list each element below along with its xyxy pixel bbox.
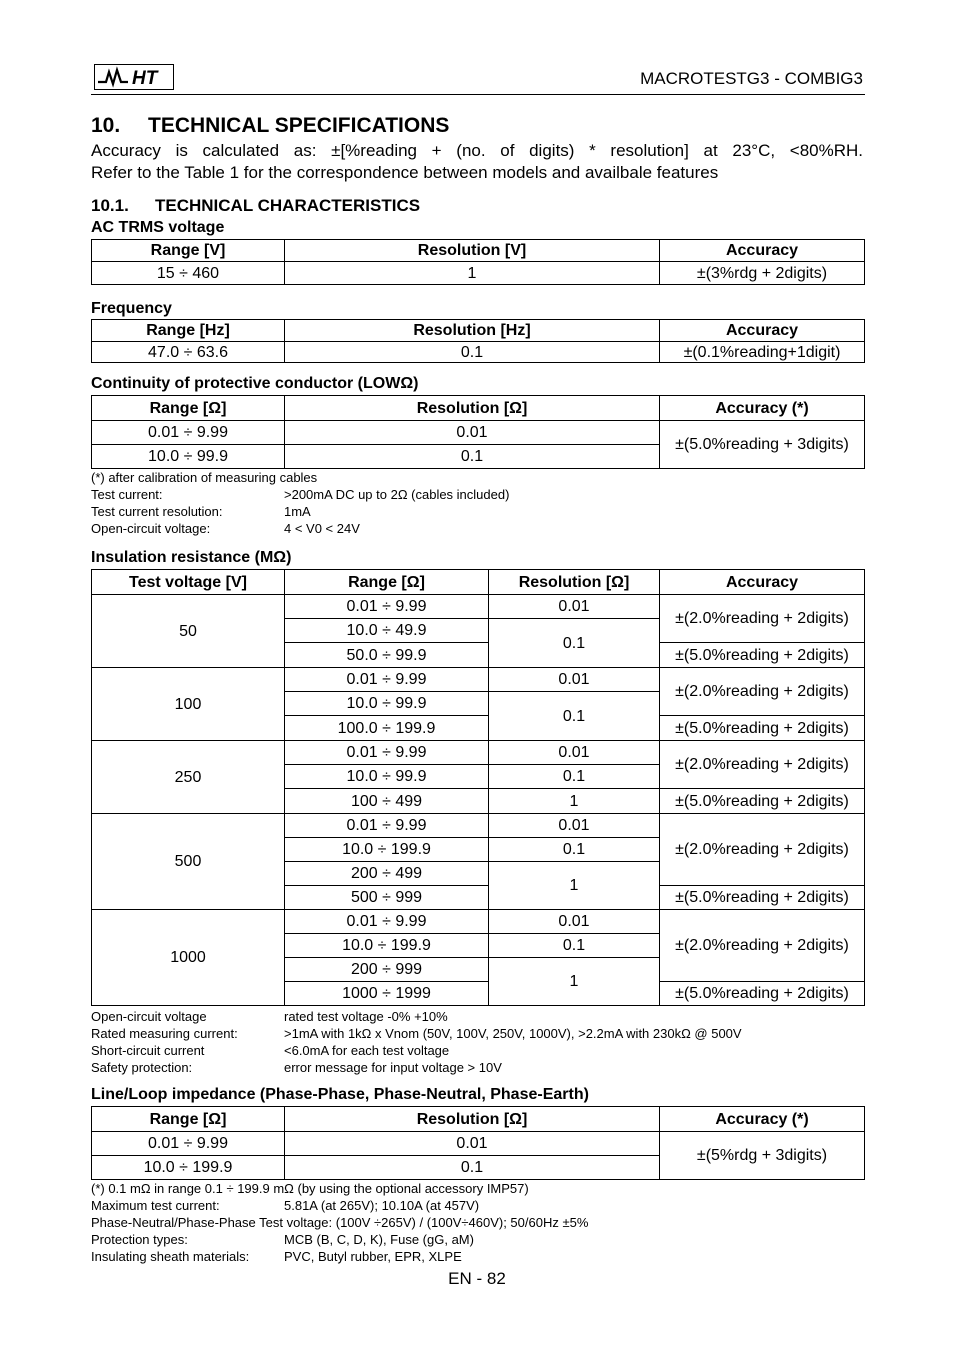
table-row [92, 910, 865, 934]
test-voltage-cell: 1000 [92, 910, 285, 1006]
note-value: error message for input voltage > 10V [284, 1060, 502, 1075]
continuity-title: Continuity of protective conductor (LOWΩ) [91, 375, 419, 392]
accuracy-cell: ±(5.0%reading + 2digits) [660, 789, 865, 814]
resolution-cell: 1 [489, 789, 660, 814]
accuracy-cell: ±(5.0%reading + 2digits) [660, 716, 865, 741]
insulation-title: Insulation resistance (MΩ) [91, 549, 292, 566]
table-row [92, 668, 865, 692]
resolution-cell: 0.1 [285, 445, 660, 469]
intro-reference: Refer to the Table 1 for the correspondence between models and availbale features [91, 163, 719, 182]
range-cell: 0.01 ÷ 9.99 [92, 421, 285, 445]
header-range: Range [Ω] [285, 570, 489, 595]
intro-text [91, 140, 863, 184]
note-label: Maximum test current: [91, 1198, 220, 1213]
header-accuracy: Accuracy [660, 570, 865, 595]
subsection-title: TECHNICAL CHARACTERISTICS [155, 196, 421, 215]
note-row [91, 1025, 742, 1042]
note-value: >200mA DC up to 2Ω (cables included) [284, 487, 510, 502]
note-label: Test current: [91, 487, 163, 502]
loop-table [91, 1106, 865, 1180]
section-title: TECHNICAL SPECIFICATIONS [148, 114, 450, 137]
note-row [91, 1197, 588, 1214]
note-row [91, 503, 317, 520]
accuracy-cell: ±(3%rdg + 2digits) [660, 262, 865, 285]
resolution-cell: 0.01 [489, 814, 660, 838]
header-accuracy: Accuracy [660, 240, 865, 262]
note-value: 4 < V0 < 24V [284, 521, 360, 536]
table-row [92, 814, 865, 838]
ht-logo-icon [94, 64, 174, 90]
table-row [92, 741, 865, 765]
range-cell: 10.0 ÷ 99.9 [92, 445, 285, 469]
resolution-cell: 0.01 [489, 910, 660, 934]
table-row [92, 1132, 865, 1156]
subsection-heading [91, 196, 420, 216]
header-test-voltage: Test voltage [V] [92, 570, 285, 595]
footnote: (*) after calibration of measuring cables [91, 470, 318, 485]
range-cell: 1000 ÷ 1999 [285, 982, 489, 1006]
note-value: 1mA [284, 504, 311, 519]
resolution-cell: 1 [489, 862, 660, 910]
note-label: Rated measuring current: [91, 1026, 238, 1041]
note-label: Insulating sheath materials: [91, 1249, 250, 1264]
accuracy-cell: ±(5.0%reading + 2digits) [660, 886, 865, 910]
section-number: 10. [91, 114, 121, 137]
test-voltage-cell: 100 [92, 668, 285, 741]
note-value: rated test voltage -0% +10% [284, 1009, 448, 1024]
page-number: EN - 82 [448, 1269, 506, 1288]
note-row [91, 1008, 448, 1025]
resolution-cell: 0.01 [489, 595, 660, 619]
loop-title: Line/Loop impedance (Phase-Phase, Phase-Neutral, Phase-Earth) [91, 1086, 589, 1103]
note-row [91, 1042, 450, 1059]
subsection-number: 10.1. [91, 196, 129, 215]
accuracy-cell: ±(5.0%reading + 2digits) [660, 643, 865, 668]
accuracy-cell: ±(2.0%reading + 2digits) [660, 741, 865, 789]
resolution-cell: 0.1 [489, 765, 660, 789]
table-row [92, 421, 865, 445]
resolution-cell: 0.1 [285, 1156, 660, 1180]
note-row [91, 520, 360, 537]
range-cell: 0.01 ÷ 9.99 [92, 1132, 285, 1156]
footnote: (*) 0.1 mΩ in range 0.1 ÷ 199.9 mΩ (by using the optional accessory IMP57) [91, 1181, 529, 1196]
note-row [91, 1231, 588, 1248]
range-cell: 100.0 ÷ 199.9 [285, 716, 489, 741]
test-voltage-cell: 50 [92, 595, 285, 668]
continuity-table [91, 395, 865, 469]
header-accuracy: Accuracy (*) [660, 1107, 865, 1132]
resolution-cell: 0.1 [489, 838, 660, 862]
note-value: <6.0mA for each test voltage [284, 1043, 450, 1058]
intro-accuracy: Accuracy is calculated as: ±[%reading + (no. of digits) * resolution] at 23°C, <80%RH. [91, 141, 863, 160]
resolution-cell: 0.01 [489, 741, 660, 765]
note-label: Open-circuit voltage: [91, 521, 211, 536]
range-cell: 100 ÷ 499 [285, 789, 489, 814]
header-resolution: Resolution [V] [285, 240, 660, 262]
range-cell: 50.0 ÷ 99.9 [285, 643, 489, 668]
note-value: PVC, Butyl rubber, EPR, XLPE [284, 1249, 462, 1264]
header-resolution: Resolution [Ω] [285, 396, 660, 421]
note-value: MCB (B, C, D, K), Fuse (gG, aM) [284, 1232, 474, 1247]
table-row [92, 595, 865, 619]
resolution-cell: 0.01 [285, 1132, 660, 1156]
note-value: 5.81A (at 265V); 10.10A (at 457V) [284, 1198, 480, 1213]
accuracy-cell: ±(5.0%reading + 2digits) [660, 982, 865, 1006]
range-cell: 200 ÷ 499 [285, 862, 489, 886]
header-range: Range [V] [92, 240, 285, 262]
range-cell: 10.0 ÷ 199.9 [285, 838, 489, 862]
header-accuracy: Accuracy (*) [660, 396, 865, 421]
header-range: Range [Hz] [92, 320, 285, 342]
test-voltage-cell: 250 [92, 741, 285, 814]
accuracy-cell: ±(2.0%reading + 2digits) [660, 595, 865, 643]
insulation-notes [91, 1008, 742, 1076]
note-label: Open-circuit voltage [91, 1009, 207, 1024]
resolution-cell: 0.1 [489, 619, 660, 668]
header-range: Range [Ω] [92, 396, 285, 421]
range-cell: 10.0 ÷ 99.9 [285, 692, 489, 716]
note-value: >1mA with 1kΩ x Vnom (50V, 100V, 250V, 1000V), >2.2mA with 230kΩ @ 500V [284, 1026, 742, 1041]
accuracy-cell: ±(5%rdg + 3digits) [660, 1132, 865, 1180]
ac-voltage-title: AC TRMS voltage [91, 219, 225, 236]
resolution-cell: 0.01 [285, 421, 660, 445]
page-header [91, 60, 865, 95]
ac-voltage-table [91, 239, 865, 285]
note-row [91, 1059, 502, 1076]
resolution-cell: 0.1 [489, 934, 660, 958]
test-voltage-cell: 500 [92, 814, 285, 910]
range-cell: 10.0 ÷ 49.9 [285, 619, 489, 643]
resolution-cell: 1 [489, 958, 660, 1006]
header-accuracy: Accuracy [660, 320, 865, 342]
note-label: Safety protection: [91, 1060, 193, 1075]
accuracy-cell: ±(2.0%reading + 2digits) [660, 910, 865, 982]
frequency-title: Frequency [91, 300, 172, 317]
table-row [92, 262, 865, 285]
header-resolution: Resolution [Hz] [285, 320, 660, 342]
svg-text:HT: HT [132, 68, 158, 89]
range-cell: 200 ÷ 999 [285, 958, 489, 982]
range-cell: 0.01 ÷ 9.99 [285, 741, 489, 765]
note-row [91, 486, 510, 503]
header-range: Range [Ω] [92, 1107, 285, 1132]
range-cell: 0.01 ÷ 9.99 [285, 668, 489, 692]
range-cell: 0.01 ÷ 9.99 [285, 595, 489, 619]
resolution-cell: 1 [285, 262, 660, 285]
section-heading [91, 114, 449, 138]
range-cell: 47.0 ÷ 63.6 [92, 342, 285, 363]
range-cell: 10.0 ÷ 199.9 [285, 934, 489, 958]
note-label: Short-circuit current [91, 1043, 205, 1058]
continuity-notes [91, 469, 510, 537]
document-title: MACROTESTG3 - COMBIG3 [640, 69, 863, 88]
header-resolution: Resolution [Ω] [489, 570, 660, 595]
range-cell: 0.01 ÷ 9.99 [285, 814, 489, 838]
accuracy-cell: ±(0.1%reading+1digit) [660, 342, 865, 363]
loop-notes [91, 1180, 588, 1265]
accuracy-cell: ±(2.0%reading + 2digits) [660, 668, 865, 716]
note-row [91, 1248, 588, 1265]
table-row [92, 342, 865, 363]
range-cell: 500 ÷ 999 [285, 886, 489, 910]
accuracy-cell: ±(5.0%reading + 3digits) [660, 421, 865, 469]
range-cell: 10.0 ÷ 199.9 [92, 1156, 285, 1180]
insulation-table [91, 569, 865, 1006]
frequency-table [91, 319, 865, 363]
range-cell: 15 ÷ 460 [92, 262, 285, 285]
range-cell: 0.01 ÷ 9.99 [285, 910, 489, 934]
resolution-cell: 0.1 [489, 692, 660, 741]
note-label: Test current resolution: [91, 504, 223, 519]
accuracy-cell: ±(2.0%reading + 2digits) [660, 814, 865, 886]
resolution-cell: 0.01 [489, 668, 660, 692]
resolution-cell: 0.1 [285, 342, 660, 363]
range-cell: 10.0 ÷ 99.9 [285, 765, 489, 789]
note-label: Protection types: [91, 1232, 188, 1247]
voltage-note: Phase-Neutral/Phase-Phase Test voltage: (100V ÷265V) / (100V÷460V); 50/60Hz ±5% [91, 1215, 589, 1230]
header-resolution: Resolution [Ω] [285, 1107, 660, 1132]
